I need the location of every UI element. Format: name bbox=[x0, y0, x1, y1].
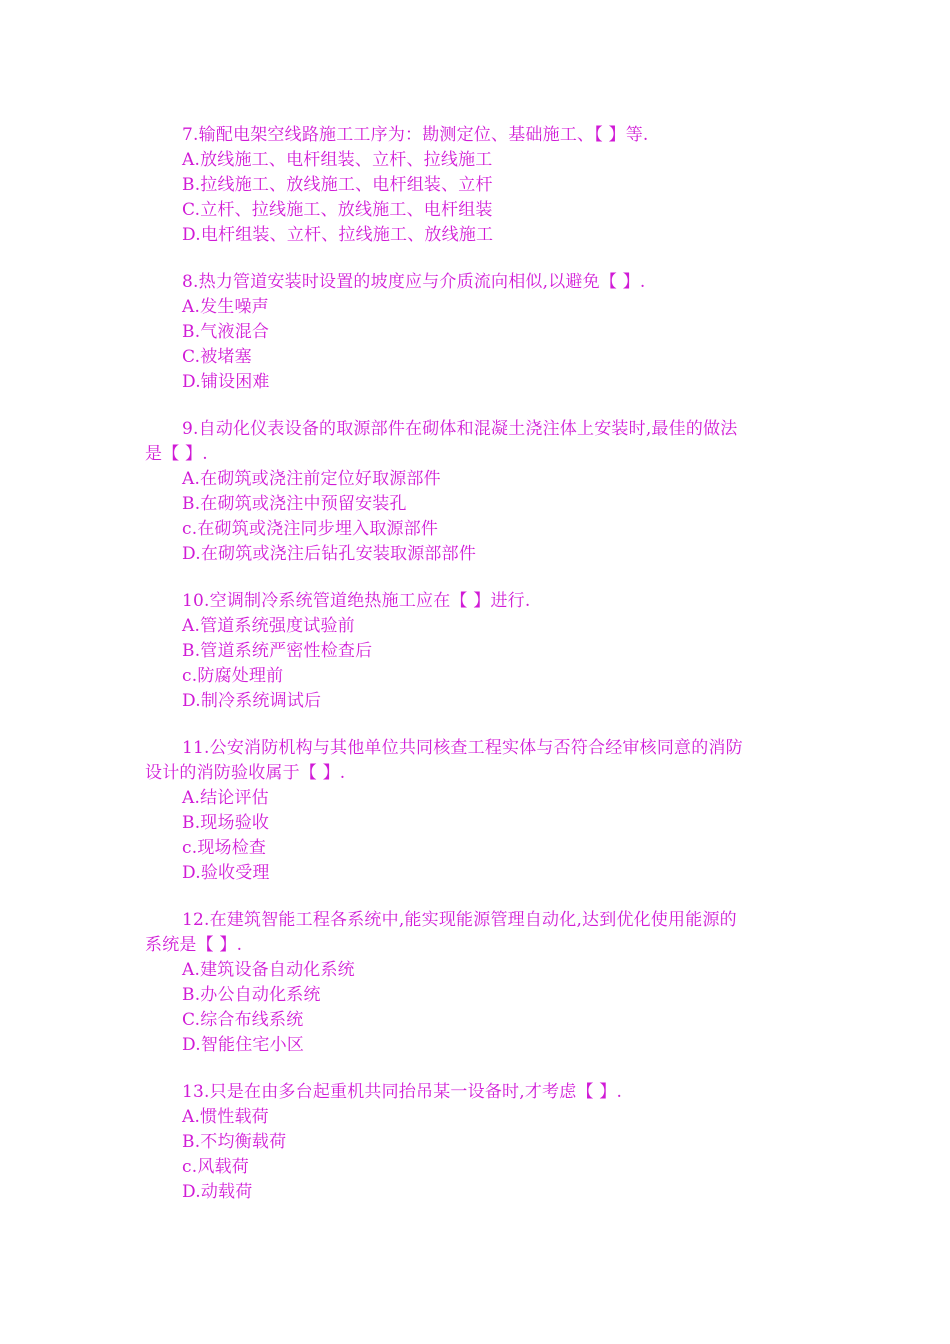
question-stem: 12.在建筑智能工程各系统中,能实现能源管理自动化,达到优化使用能源的 bbox=[182, 910, 737, 930]
option-a: A.放线施工、电杆组装、立杆、拉线施工 bbox=[182, 150, 493, 170]
question-stem: 13.只是在由多台起重机共同抬吊某一设备时,才考虑【 】. bbox=[182, 1082, 623, 1102]
question-stem: 10.空调制冷系统管道绝热施工应在【 】进行. bbox=[182, 591, 531, 611]
option-b: B.管道系统严密性检查后 bbox=[182, 641, 373, 661]
option-a: A.发生噪声 bbox=[182, 297, 269, 317]
question-stem-continued: 系统是【 】. bbox=[145, 935, 243, 955]
option-d: D.在砌筑或浇注后钻孔安装取源部部件 bbox=[182, 544, 477, 564]
option-d: D.电杆组装、立杆、拉线施工、放线施工 bbox=[182, 225, 494, 245]
question-stem: 11.公安消防机构与其他单位共同核查工程实体与否符合经审核同意的消防 bbox=[182, 738, 743, 758]
question-12 bbox=[145, 908, 815, 1058]
question-7 bbox=[145, 123, 815, 248]
question-13 bbox=[145, 1080, 815, 1205]
question-stem: 9.自动化仪表设备的取源部件在砌体和混凝土浇注体上安装时,最佳的做法 bbox=[182, 419, 738, 439]
option-b: B.办公自动化系统 bbox=[182, 985, 321, 1005]
question-10 bbox=[145, 589, 815, 714]
question-8 bbox=[145, 270, 815, 395]
option-c: c.风载荷 bbox=[182, 1157, 249, 1177]
question-stem: 8.热力管道安装时设置的坡度应与介质流向相似,以避免【 】. bbox=[182, 272, 646, 292]
option-d: D.铺设困难 bbox=[182, 372, 270, 392]
question-stem: 7.输配电架空线路施工工序为：勘测定位、基础施工、【 】等. bbox=[182, 125, 649, 145]
option-d: D.验收受理 bbox=[182, 863, 270, 883]
option-a: A.结论评估 bbox=[182, 788, 269, 808]
option-c: c.现场检查 bbox=[182, 838, 267, 858]
option-b: B.现场验收 bbox=[182, 813, 270, 833]
option-b: B.不均衡载荷 bbox=[182, 1132, 287, 1152]
option-c: c.防腐处理前 bbox=[182, 666, 284, 686]
option-c: C.综合布线系统 bbox=[182, 1010, 304, 1030]
option-b: B.气液混合 bbox=[182, 322, 270, 342]
option-a: A.在砌筑或浇注前定位好取源部件 bbox=[182, 469, 441, 489]
option-d: D.制冷系统调试后 bbox=[182, 691, 322, 711]
question-11 bbox=[145, 736, 815, 886]
option-c: c.在砌筑或浇注同步埋入取源部件 bbox=[182, 519, 439, 539]
option-a: A.管道系统强度试验前 bbox=[182, 616, 355, 636]
option-b: B.在砌筑或浇注中预留安装孔 bbox=[182, 494, 407, 514]
question-9 bbox=[145, 417, 815, 567]
question-stem-continued: 是【 】. bbox=[145, 444, 208, 464]
option-d: D.智能住宅小区 bbox=[182, 1035, 305, 1055]
option-c: C.立杆、拉线施工、放线施工、电杆组装 bbox=[182, 200, 493, 220]
option-a: A.惯性载荷 bbox=[182, 1107, 269, 1127]
question-stem-continued: 设计的消防验收属于【 】. bbox=[145, 763, 346, 783]
option-a: A.建筑设备自动化系统 bbox=[182, 960, 355, 980]
option-c: C.被堵塞 bbox=[182, 347, 252, 367]
option-d: D.动载荷 bbox=[182, 1182, 253, 1202]
option-b: B.拉线施工、放线施工、电杆组装、立杆 bbox=[182, 175, 493, 195]
